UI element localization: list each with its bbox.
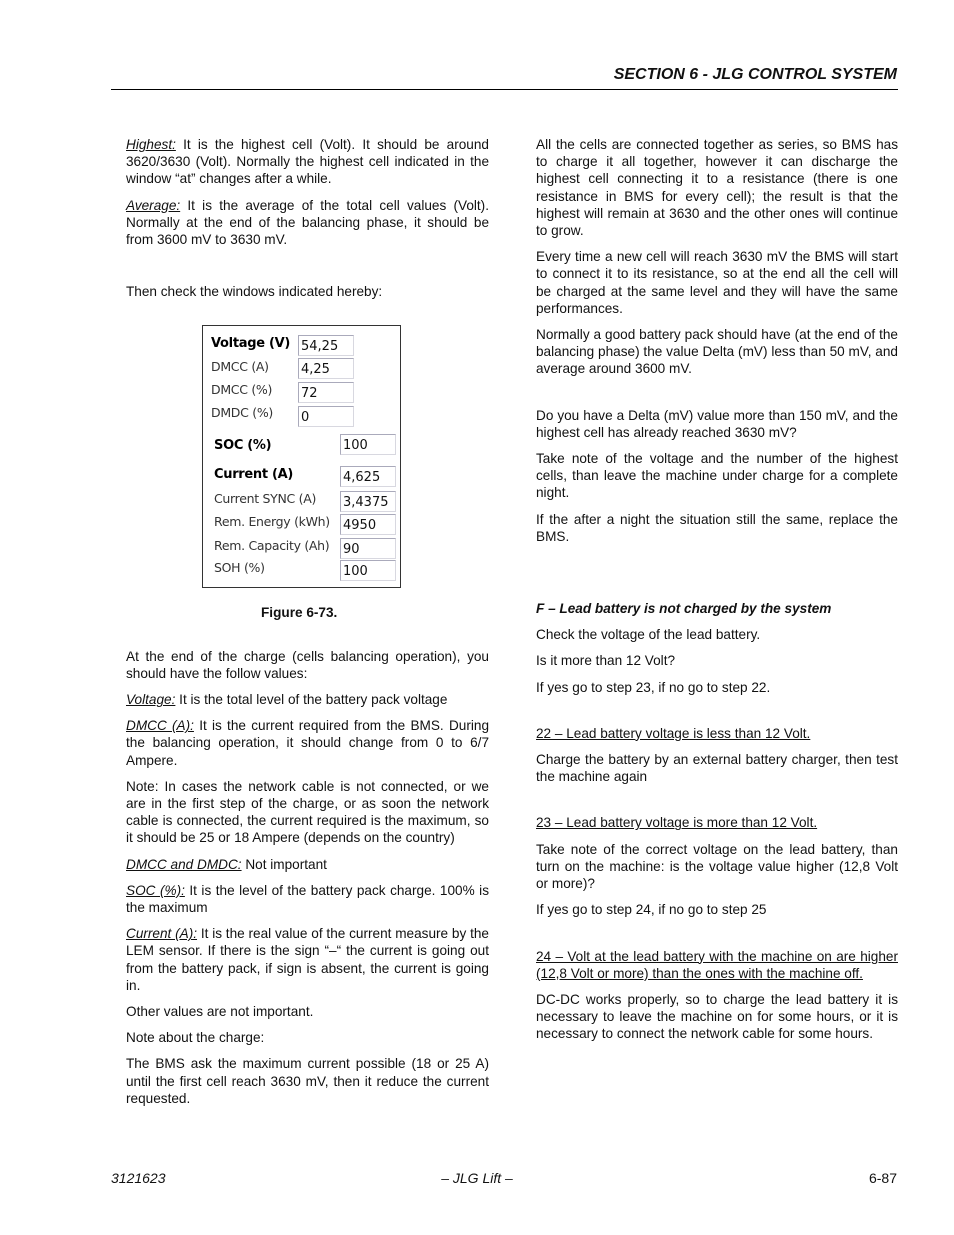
- fig-dmcc-a-label: DMCC (A): [211, 359, 269, 375]
- if-after-paragraph: If the after a night the situation still the same, replace the BMS.: [536, 511, 898, 544]
- more-than-12-paragraph: Is it more than 12 Volt?: [536, 653, 676, 669]
- note-charge-paragraph: Note about the charge:: [126, 1030, 265, 1046]
- doc-number: 3121623: [111, 1170, 166, 1186]
- fig-rem-energy-label: Rem. Energy (kWh): [214, 514, 330, 530]
- fig-current-value: 4,625: [340, 466, 396, 487]
- figure-caption: Figure 6-73.: [261, 605, 338, 621]
- fig-dmcc-pct-value: 72: [298, 382, 354, 403]
- note-network-paragraph: Note: In cases the network cable is not connected, or we are in the first step of the charge, or as soon the network cable is connected, the current required is the maximum, so it should be 25 or 18 Ampere (depends on the country): [126, 778, 489, 846]
- take-note-paragraph: Take note of the voltage and the number of the highest cells, than leave the machine under charge for a complete night.: [536, 451, 898, 501]
- bms-values-figure: [202, 325, 401, 588]
- voltage-paragraph: [126, 691, 489, 708]
- dmcc-dmdc-term: DMCC and DMDC:: [126, 856, 242, 872]
- voltage-text: It is the total level of the battery pack voltage: [175, 692, 448, 708]
- step24-paragraph: DC-DC works properly, so to charge the lead battery it is necessary to leave the machine on for some hours, or it is necessary to connect the network cable for some hours.: [536, 991, 898, 1042]
- series-paragraph: All the cells are connected together as series, so BMS has to charge it all together, however it can discharge the highest cell connecting it to a resistance (there is one resistance in BMS for every cell); the result is that the highest will remain at 3630 and the other ones will continue to grow.: [536, 137, 898, 239]
- end-of-charge-paragraph: At the end of the charge (cells balancing operation), you should have the follow values:: [126, 648, 489, 681]
- average-text: It is the average of the total cell values (Volt). Normally at the end of the balancing phase, it should be from 3600 mV to 3630 mV.: [126, 197, 489, 248]
- if-yes-24-paragraph: If yes go to step 24, if no go to step 25: [536, 902, 767, 918]
- highest-paragraph: [126, 136, 489, 188]
- question-delta-paragraph: Do you have a Delta (mV) value more than 150 mV, and the highest cell has already reached 3630 mV?: [536, 407, 898, 440]
- step22-heading: 22 – Lead battery voltage is less than 12 Volt.: [536, 725, 811, 741]
- fig-current-sync-value: 3,4375: [340, 491, 396, 512]
- dmcc-text: It is the current required from the BMS. During the balancing operation, it should change from 0 to 6/7 Ampere.: [126, 718, 490, 768]
- left-column: [126, 136, 489, 1116]
- fig-dmdc-pct-label: DMDC (%): [211, 405, 273, 421]
- bms-ask-paragraph: The BMS ask the maximum current possible (18 or 25 A) until the first cell reach 3630 mV, then it reduce the current requested.: [126, 1056, 489, 1106]
- current-text: It is the real value of the current measure by the LEM sensor. If there is the sign “–“ the current is going out from the battery pack, if sign is absent, the current is going in.: [126, 926, 489, 993]
- if-yes-23-paragraph: If yes go to step 23, if no go to step 22.: [536, 679, 771, 695]
- current-term: Current (A):: [126, 926, 198, 942]
- check-voltage-paragraph: Check the voltage of the lead battery.: [536, 627, 761, 643]
- normally-paragraph: Normally a good battery pack should have (at the end of the balancing phase) the value Delta (mV) less than 50 mV, and average around 3600 mV.: [536, 327, 898, 377]
- every-time-paragraph: Every time a new cell will reach 3630 mV the BMS will start to connect it to its resistance, so at the end all the cell will be charged at the same level and they will have the same performances.: [536, 249, 898, 316]
- fig-rem-capacity-value: 90: [340, 538, 396, 559]
- step23-paragraph: Take note of the correct voltage on the lead battery, than turn on the machine: is the voltage value higher (12,8 Volt or more)?: [536, 841, 898, 892]
- fig-soc-label: SOC (%): [214, 438, 272, 454]
- fig-rem-energy-value: 4950: [340, 514, 396, 535]
- fig-rem-capacity-label: Rem. Capacity (Ah): [214, 538, 330, 554]
- step24-heading: 24 – Volt at the lead battery with the machine on are higher (12,8 Volt or more) than the ones with the machine off.: [536, 948, 898, 981]
- fig-voltage-value: 54,25: [298, 335, 354, 356]
- header-rule: [111, 89, 898, 90]
- section-title: SECTION 6 - JLG CONTROL SYSTEM: [613, 66, 897, 83]
- page-number: 6-87: [868, 1170, 897, 1186]
- fig-soh-value: 100: [340, 560, 396, 581]
- dmcc-paragraph: [126, 717, 489, 769]
- step22-paragraph: Charge the battery by an external battery charger, then test the machine again: [536, 752, 898, 785]
- average-paragraph: [126, 197, 489, 249]
- heading-f: F – Lead battery is not charged by the system: [536, 601, 832, 617]
- step23-heading: 23 – Lead battery voltage is more than 12 Volt.: [536, 815, 818, 831]
- dmcc-term: DMCC (A):: [126, 718, 194, 734]
- fig-soh-label: SOH (%): [214, 560, 265, 576]
- fig-voltage-label: Voltage (V): [211, 336, 291, 352]
- highest-term: Highest:: [126, 137, 176, 152]
- highest-text: It is the highest cell (Volt). It should be around 3620/3630 (Volt). Normally the highest cell indicated in the window “at” changes after a while.: [126, 137, 489, 187]
- footer-center: – JLG Lift –: [441, 1170, 513, 1186]
- fig-dmdc-pct-value: 0: [298, 406, 354, 427]
- check-windows-paragraph: Then check the windows indicated hereby:: [126, 284, 383, 300]
- soc-text: It is the level of the battery pack charge. 100% is the maximum: [126, 882, 489, 916]
- fig-soc-value: 100: [340, 434, 396, 455]
- fig-current-label: Current (A): [214, 467, 294, 483]
- soc-term: SOC (%):: [126, 882, 185, 898]
- fig-current-sync-label: Current SYNC (A): [214, 491, 317, 507]
- fig-dmcc-pct-label: DMCC (%): [211, 382, 273, 398]
- soc-paragraph: [126, 882, 489, 916]
- dmcc-dmdc-text: Not important: [241, 856, 327, 872]
- current-paragraph: [126, 925, 489, 994]
- other-values-paragraph: Other values are not important.: [126, 1004, 314, 1020]
- fig-dmcc-a-value: 4,25: [298, 358, 354, 379]
- dmcc-dmdc-paragraph: [126, 856, 489, 873]
- voltage-term: Voltage:: [126, 692, 176, 708]
- average-term: Average:: [126, 197, 181, 213]
- right-column: [536, 136, 898, 1052]
